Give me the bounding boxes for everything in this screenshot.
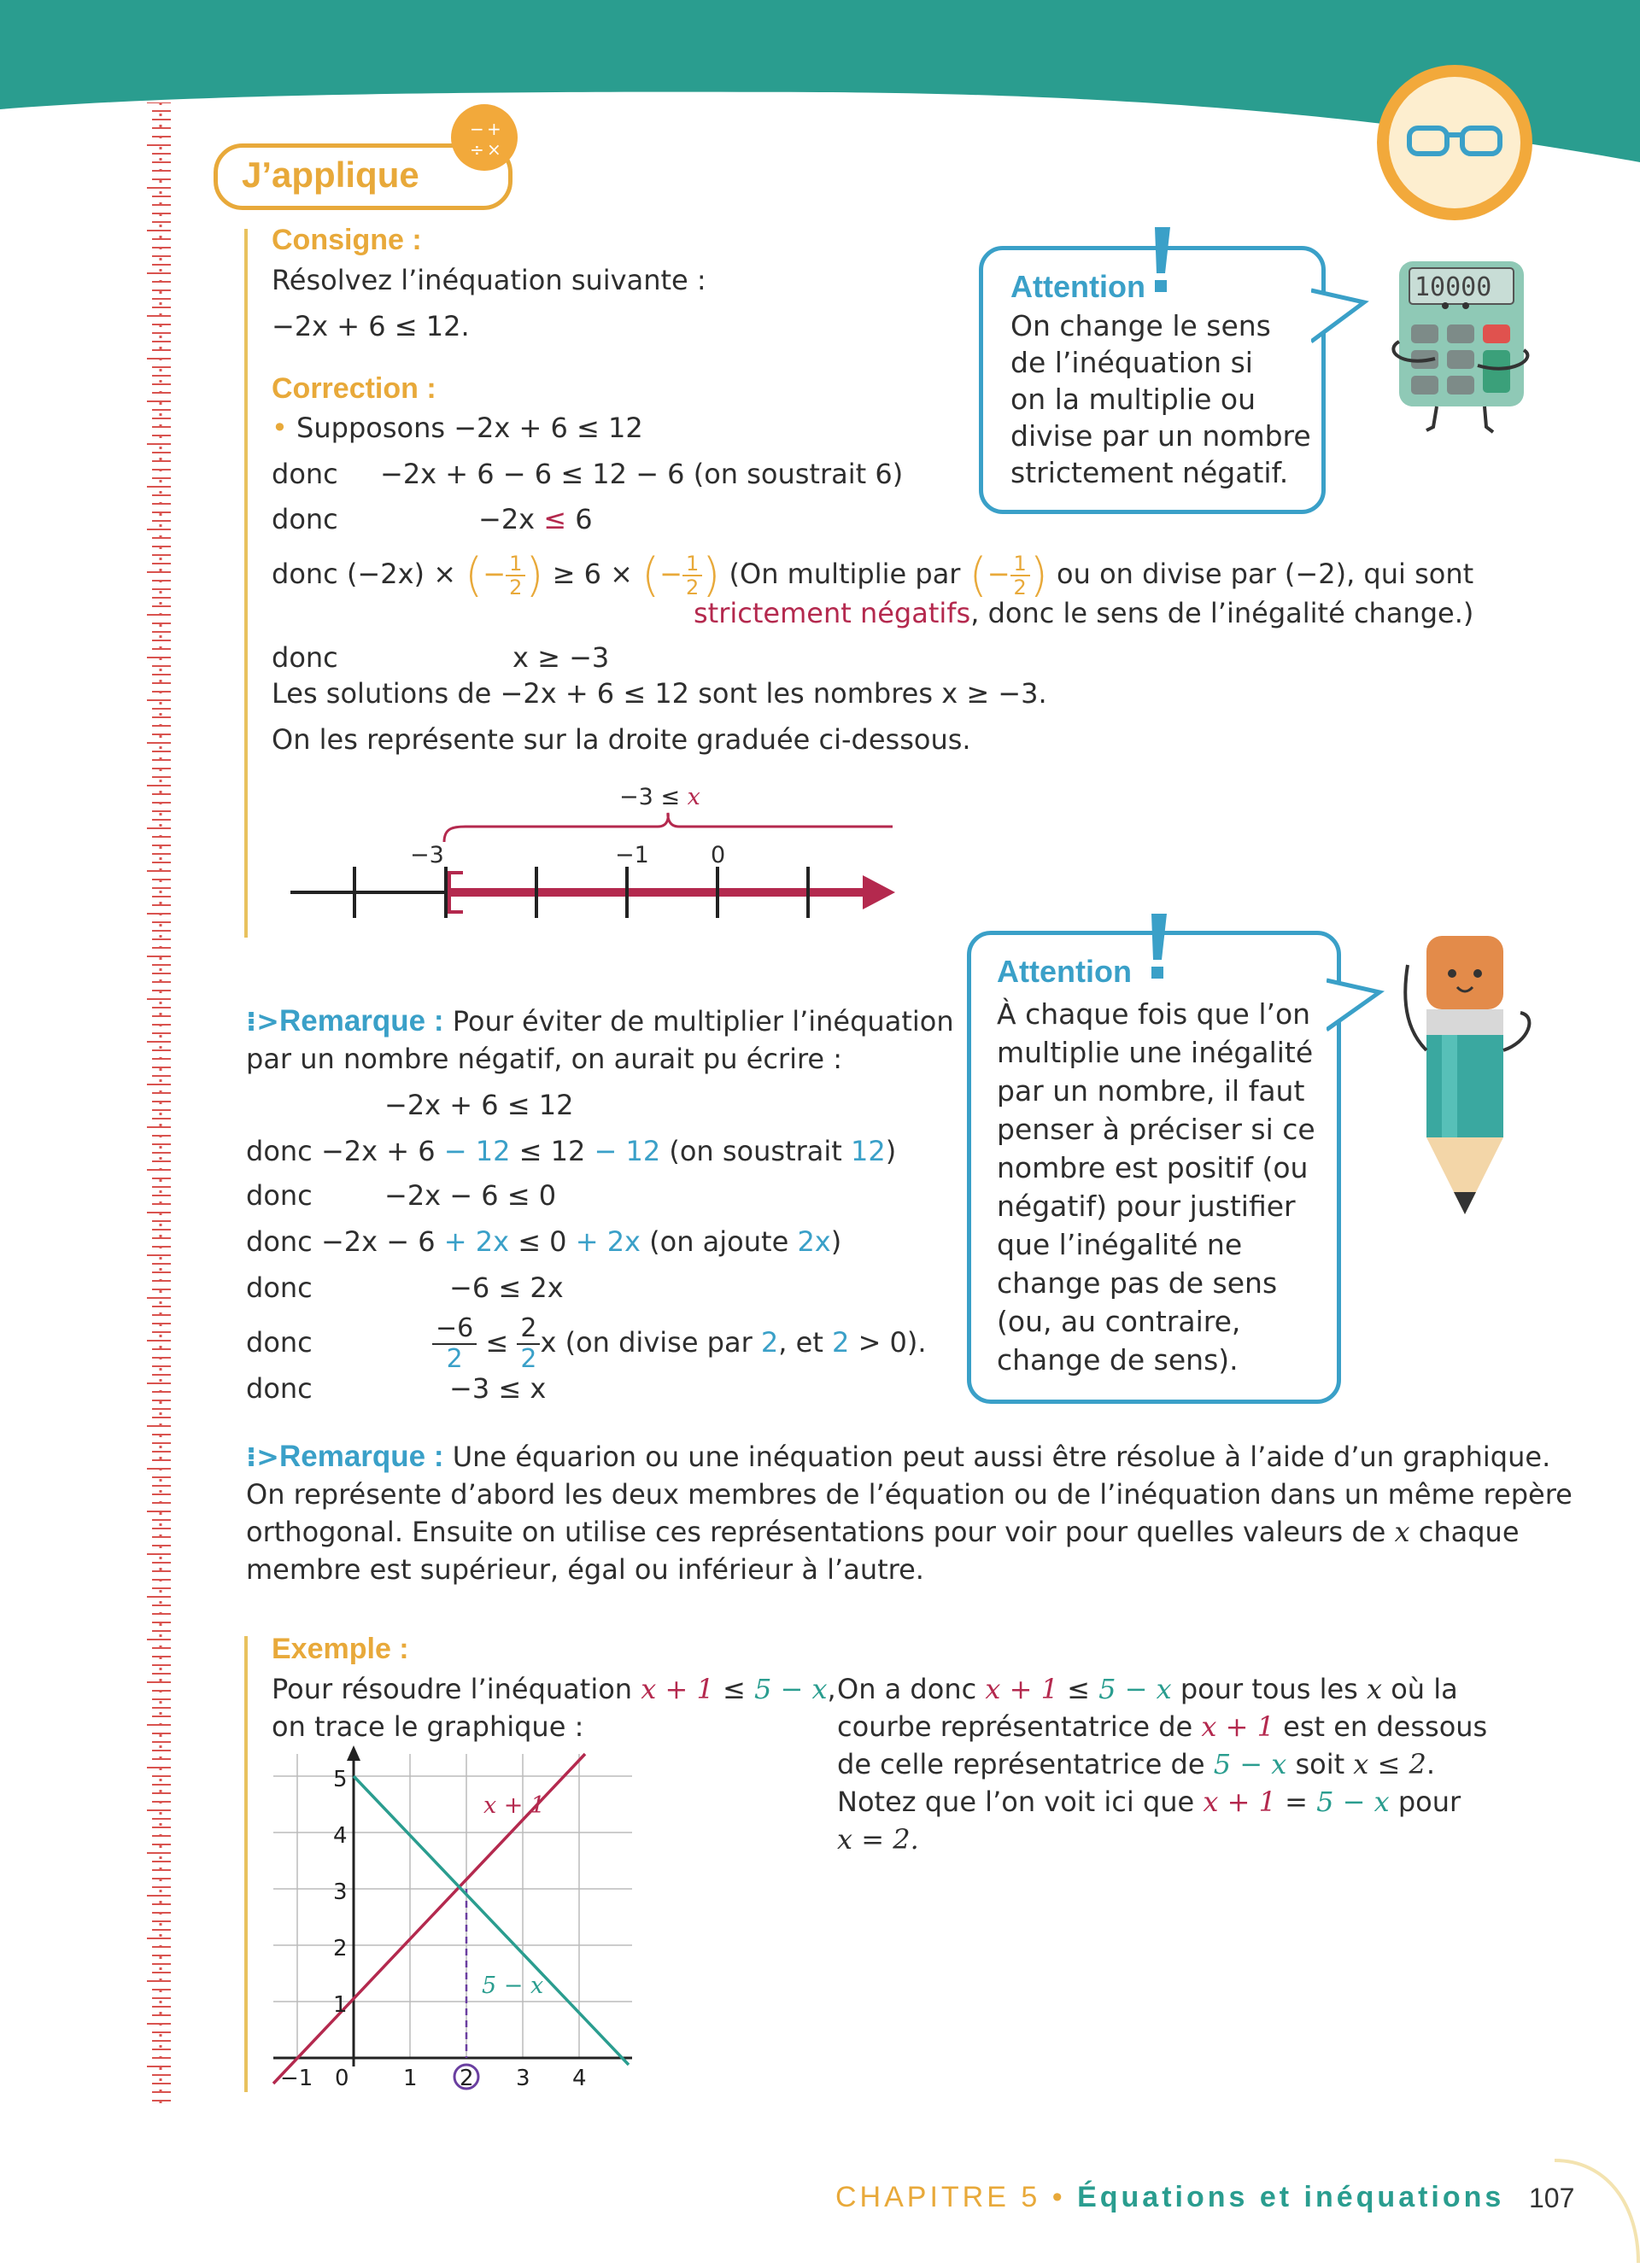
bubble-tail-1 (1311, 282, 1379, 350)
exemple-line1: Pour résoudre l’inéquation x + 1 ≤ 5 − x, (272, 1673, 836, 1705)
remarque1-r6: $\frac{-6}{2}$ ≤ $\frac{2}{2}$ x (on divise par 2, et 2 > 0). (432, 1308, 927, 1377)
pencil-mascot-icon (1392, 931, 1546, 1221)
x-tick: 1 (403, 2066, 418, 2091)
remarque2-line4: membre est supérieur, égal ou inférieur à l’autre. (246, 1553, 924, 1586)
y-tick: 4 (333, 1823, 348, 1849)
page-number: 107 (1529, 2183, 1575, 2213)
corner-arc (1538, 2152, 1640, 2268)
svg-text:×: × (487, 139, 501, 160)
remarque1-line1: ⁝>Remarque : Pour éviter de multiplier l’inéquation (246, 1004, 954, 1038)
exemple-right-4: Notez que l’on voit ici que x + 1 = 5 − x pour (837, 1786, 1461, 1818)
exclamation-icon (1145, 224, 1179, 301)
correction-line3-donc: donc (272, 503, 338, 535)
svg-text:10000: 10000 (1414, 272, 1492, 302)
remarque1-r3: −2x − 6 ≤ 0 (384, 1179, 557, 1212)
y-tick: 1 (333, 1992, 348, 2018)
attention1-line: On change le sens (1010, 309, 1271, 342)
attention1-line: de l’inéquation si (1010, 346, 1253, 379)
attention-bubble-2 (967, 931, 1341, 1404)
x-tick: −1 (280, 2066, 313, 2091)
correction-line5: x ≥ −3 (512, 641, 610, 674)
y-tick: 3 (333, 1879, 348, 1905)
correction-line2-donc: donc (272, 458, 338, 490)
correction-line5-donc: donc (272, 641, 338, 674)
correction-line4b: strictement négatifs, donc le sens de l’inégalité change.) (694, 597, 1474, 629)
consigne-line2: −2x + 6 ≤ 12. (272, 310, 470, 342)
remarque1-r5-donc: donc (246, 1271, 313, 1304)
tick-label-0: 0 (711, 842, 726, 868)
attention1-line: divise par un nombre (1010, 419, 1311, 453)
remarque1-r7: −3 ≤ x (449, 1372, 547, 1405)
exemple-right-5: x = 2. (837, 1823, 919, 1856)
x-tick: 3 (516, 2066, 530, 2091)
attention1-line: strictement négatif. (1010, 456, 1289, 489)
consigne-line1: Résolvez l’inéquation suivante : (272, 264, 706, 296)
exemple-line2: on trace le graphique : (272, 1710, 584, 1743)
exemple-right-2: courbe représentatrice de x + 1 est en dessous (837, 1710, 1488, 1743)
remarque2-line2: On représente d’abord les deux membres de l’équation ou de l’inéquation dans un même repère (246, 1478, 1573, 1511)
svg-text:÷: ÷ (470, 139, 484, 160)
svg-text:+: + (487, 119, 501, 139)
exemple-side-bar (244, 1636, 248, 2092)
glasses-medallion (1377, 65, 1532, 220)
glasses-icon (1406, 116, 1503, 167)
attention-title-2: Attention (997, 954, 1132, 989)
y-tick: 2 (333, 1936, 348, 1961)
correction-line7: On les représente sur la droite graduée ci-dessous. (272, 723, 971, 756)
function-graph (256, 1742, 649, 2109)
attention2-line: par un nombre, il faut (997, 1074, 1305, 1108)
y-tick: 5 (333, 1767, 348, 1792)
graph-label-red: x + 1 (483, 1792, 546, 1819)
correction-line6: Les solutions de −2x + 6 ≤ 12 sont les nombres x ≥ −3. (272, 677, 1047, 710)
attention2-line: change pas de sens (997, 1266, 1278, 1300)
operations-icon (451, 104, 518, 171)
attention2-line: que l’inégalité ne (997, 1228, 1243, 1261)
attention1-line: on la multiplie ou (1010, 383, 1256, 416)
remarque1-r5: −6 ≤ 2x (449, 1271, 564, 1304)
exemple-right-1: On a donc x + 1 ≤ 5 − x pour tous les x où la (837, 1673, 1458, 1705)
remarque1-r1: −2x + 6 ≤ 12 (384, 1089, 574, 1121)
x-tick: 2 (460, 2066, 474, 2091)
tick-label-m1: −1 (615, 842, 649, 868)
bubble-tail-2 (1327, 973, 1395, 1042)
attention2-line: nombre est positif (ou (997, 1151, 1309, 1184)
applique-side-bar (244, 229, 248, 938)
graph-label-teal: 5 − x (482, 1973, 544, 1999)
footer: CHAPITRE 5 • Équations et inéquations (835, 2181, 1505, 2213)
remarque1-r3-donc: donc (246, 1179, 313, 1212)
consigne-label: Consigne : (272, 224, 422, 256)
number-line (282, 769, 897, 922)
tick-label-m3: −3 (410, 842, 444, 868)
attention2-line: À chaque fois que l’on (997, 997, 1311, 1031)
remarque1-line2: par un nombre négatif, on aurait pu écrire : (246, 1043, 843, 1075)
correction-line2: −2x + 6 − 6 ≤ 12 − 6 (on soustrait 6) (380, 458, 904, 490)
attention2-line: multiplie une inégalité (997, 1036, 1314, 1069)
remarque1-r7-donc: donc (246, 1372, 313, 1405)
exclamation-icon (1141, 910, 1175, 987)
remarque1-r4: donc −2x − 6 + 2x ≤ 0 + 2x (on ajoute 2x) (246, 1225, 842, 1258)
correction-line4: donc (−2x) × (− $\frac{1}{2}$ ) ≥ 6 × (− $\frac{1}{2}$ ) (On multiplie par (− $\frac{1}{2}$ ) ou on divise par (−2), qui sont (272, 548, 1474, 602)
correction-line1: • Supposons −2x + 6 ≤ 12 (272, 412, 643, 444)
footer-chapter: CHAPITRE 5 (835, 2181, 1041, 2213)
attention2-line: (ou, au contraire, (997, 1305, 1241, 1338)
ruler-decoration (145, 102, 173, 2109)
footer-title: Équations et inéquations (1077, 2181, 1505, 2213)
correction-label: Correction : (272, 372, 436, 405)
correction-line3: −2x ≤ 6 (478, 503, 593, 535)
calculator-mascot-icon (1384, 256, 1538, 444)
remarque1-r2: donc −2x + 6 − 12 ≤ 12 − 12 (on soustrait 12) (246, 1135, 897, 1167)
attention2-line: penser à préciser si ce (997, 1113, 1315, 1146)
japplique-title: J’applique (242, 155, 419, 195)
x-tick: 0 (335, 2066, 349, 2091)
remarque2-line3: orthogonal. Ensuite on utilise ces représentations pour voir pour quelles valeurs de x chaque (246, 1516, 1520, 1548)
attention2-line: change de sens). (997, 1343, 1239, 1377)
x-tick: 4 (572, 2066, 587, 2091)
brace-label: −3 ≤ x (619, 784, 700, 810)
remarque2-line1: ⁝>Remarque : Une équarion ou une inéquation peut aussi être résolue à l’aide d’un graphique. (246, 1440, 1551, 1473)
attention-title-1: Attention (1010, 269, 1145, 304)
exemple-label: Exemple : (272, 1633, 409, 1665)
svg-text:−: − (470, 119, 484, 139)
remarque1-r6-donc: donc (246, 1326, 313, 1359)
attention2-line: négatif) pour justifier (997, 1190, 1296, 1223)
exemple-right-3: de celle représentatrice de 5 − x soit x ≤ 2. (837, 1748, 1436, 1780)
